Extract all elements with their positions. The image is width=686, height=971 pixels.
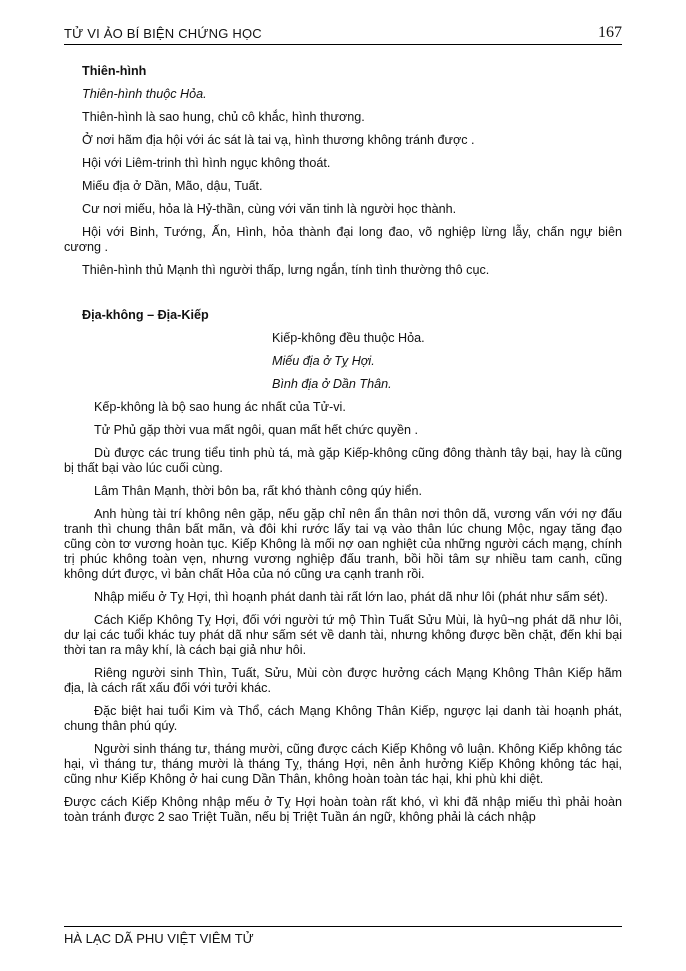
page-number: 167 bbox=[598, 24, 622, 41]
page-body bbox=[64, 64, 622, 833]
paragraph: Thiên-hình là sao hung, chủ cô khắc, hình thương. bbox=[82, 110, 365, 124]
paragraph: Tử Phủ gặp thời vua mất ngôi, quan mất hết chức quyền . bbox=[94, 423, 419, 437]
section-heading-thien-hinh: Thiên-hình bbox=[82, 64, 147, 78]
centered-line: Bình địa ở Dần Thân. bbox=[272, 377, 392, 391]
paragraph: Kếp-không là bộ sao hung ác nhất của Tử-vi. bbox=[94, 400, 346, 414]
centered-line: Miếu địa ở Tỵ Hợi. bbox=[272, 354, 375, 368]
paragraph: Nhập miếu ở Tỵ Hợi, thì hoạnh phát danh tài rất lớn lao, phát dã như lôi (phát như sấm sét). bbox=[94, 590, 608, 604]
section-heading-dia-khong-dia-kiep: Địa-không – Địa-Kiếp bbox=[82, 308, 209, 322]
paragraph: Được cách Kiếp Không nhập mếu ở Tỵ Hợi hoàn toàn rất khó, vì khi đã nhập miếu thì phải hoàn toàn tránh được 2 sao Triệt Tuần, nếu bị Triệt Tuần án ngữ, không phải là cách nhập bbox=[64, 795, 622, 824]
page-footer bbox=[64, 926, 622, 946]
paragraph: Hội với Binh, Tướng, Ấn, Hình, hỏa thành đại long đao, võ nghiệp lừng lẫy, chấn ngự biên cương . bbox=[64, 225, 622, 254]
page-header bbox=[64, 24, 622, 45]
book-title: TỬ VI ẢO BÍ BIỆN CHỨNG HỌC bbox=[64, 26, 262, 41]
paragraph: Đặc biệt hai tuổi Kim và Thổ, cách Mạng Không Thân Kiếp, ngược lại danh tài hoạnh phát, chung thân phú qúy. bbox=[64, 704, 622, 733]
paragraph: Người sinh tháng tư, tháng mười, cũng được cách Kiếp Không vô luận. Không Kiếp không tác hại, vì tháng tư, tháng mười là tháng Tỵ, tháng Hợi, nên ảnh hưởng Kiếp Không không tác hại, cũng như Kiếp Không ở hai cung Dần Thân, không hoàn toàn tác hại, khi phù khi diệt. bbox=[64, 742, 622, 786]
paragraph: Lâm Thân Mạnh, thời bôn ba, rất khó thành công qúy hiển. bbox=[94, 484, 422, 498]
paragraph: Cách Kiếp Không Tỵ Hợi, đối với người tứ mộ Thìn Tuất Sửu Mùi, là hyû¬ng phát dã như lôi, dư lại các tuổi khác tuy phát dã như sấm sét về danh tài, nhưng không được bền chặt, đến khi bại thời tan ra mây khí, là cách bại giả như hôi. bbox=[64, 613, 622, 657]
paragraph: Miếu địa ở Dần, Mão, dậu, Tuất. bbox=[82, 179, 263, 193]
paragraph: Ở nơi hãm địa hội với ác sát là tai vạ, hình thương không tránh được . bbox=[82, 133, 475, 147]
section-spacer bbox=[64, 286, 622, 300]
paragraph: Hội với Liêm-trinh thì hình ngục không thoát. bbox=[82, 156, 331, 170]
paragraph: Thiên-hình thủ Mạnh thì người thấp, lưng ngắn, tính tình thường thô cục. bbox=[82, 263, 490, 277]
footer-text: HÀ LẠC DÃ PHU VIỆT VIÊM TỬ bbox=[64, 931, 254, 946]
paragraph: Thiên-hình thuộc Hỏa. bbox=[82, 87, 207, 101]
paragraph: Riêng người sinh Thìn, Tuất, Sửu, Mùi còn được hưởng cách Mạng Không Thân Kiếp hãm địa, là cách rất xấu đối với tưởi khác. bbox=[64, 666, 622, 695]
centered-line: Kiếp-không đều thuộc Hỏa. bbox=[272, 331, 425, 345]
paragraph: Anh hùng tài trí không nên gặp, nếu gặp chỉ nên ẩn thân nơi thôn dã, vương vấn với nợ đấu tranh thì chung thân bất mãn, và đôi khi rước lấy tai vạ vào thân lúc chung Mộc, ngay tăng đạo cũng còn tơ vương hoàn tục. Kiếp Không là mối nợ oan nghiệt của những người cách mạng, chính trị phúc không toàn vẹn, nhưng vương nghiệp đấu tranh, bồi hồi tâm sự nhiều tam canh, cũng không dứt được, vì bản chất Hỏa của nó cũng ưa cạnh tranh rồi. bbox=[64, 507, 622, 581]
paragraph: Cư nơi miếu, hỏa là Hỷ-thần, cùng với văn tinh là người học thành. bbox=[82, 202, 457, 216]
paragraph: Dù được các trung tiểu tinh phù tá, mà gặp Kiếp-không cũng đông thành tây bại, hay là cũng bị thất bại vào lúc cuối cùng. bbox=[64, 446, 622, 475]
